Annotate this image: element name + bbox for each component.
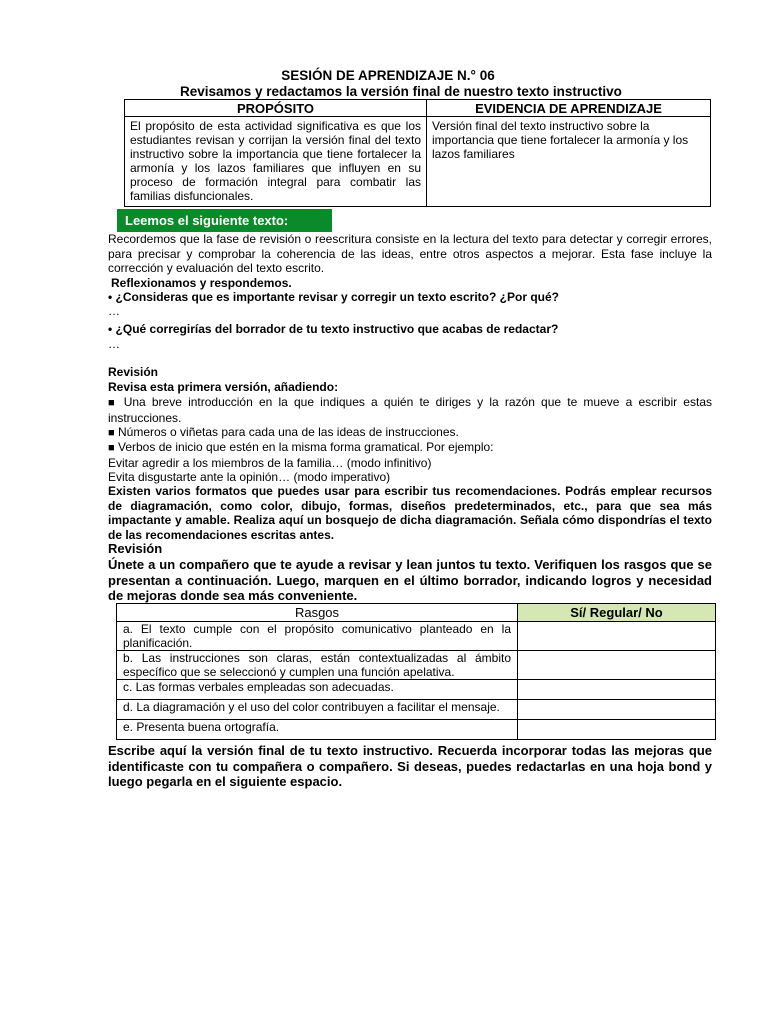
- question-2: • ¿Qué corregirías del borrador de tu texto instructivo que acabas de redactar?: [108, 322, 559, 336]
- rasgo-row-e: e. Presenta buena ortografía.: [117, 720, 518, 740]
- rating-cell[interactable]: [518, 700, 716, 720]
- evidence-text: Versión final del texto instructivo sobre la importancia que tiene fortalecer la armonía y los lazos familiares: [427, 117, 711, 207]
- bullet-text: Verbos de inicio que estén en la misma forma gramatical. Por ejemplo:: [118, 440, 494, 454]
- bullet-item: [108, 425, 712, 441]
- purpose-table: [124, 99, 711, 207]
- rasgo-row-b: b. Las instrucciones son claras, están contextualizadas al ámbito específico que se seleccionó y cumplen una función apelativa.: [117, 651, 518, 680]
- rasgos-header: Rasgos: [117, 604, 518, 622]
- revise-instruction: Revisa esta primera versión, añadiendo:: [108, 380, 339, 394]
- rasgo-row-c: c. Las formas verbales empleadas son adecuadas.: [117, 680, 518, 700]
- square-bullet-icon: ■: [108, 427, 115, 439]
- bullet-text: Una breve introducción en la que indiques a quién te diriges y la razón que te mueve a escribir estas instrucciones.: [108, 395, 712, 425]
- final-paragraph: Escribe aquí la versión final de tu texto instructivo. Recuerda incorporar todas las mejoras que identificaste con tu compañera o compañero. Si deseas, puedes redactarlas en una hoja bond y luego pegarla en el siguiente espacio.: [108, 743, 712, 789]
- rating-cell[interactable]: [518, 622, 716, 651]
- question-1: • ¿Consideras que es importante revisar y corregir un texto escrito? ¿Por qué?: [108, 290, 559, 304]
- revision-heading-2: Revisión: [108, 541, 163, 556]
- example-infinitive: Evitar agredir a los miembros de la familia… (modo infinitivo): [108, 456, 432, 470]
- section-banner: Leemos el siguiente texto:: [117, 209, 332, 232]
- rating-cell[interactable]: [518, 651, 716, 680]
- rating-cell[interactable]: [518, 680, 716, 700]
- session-subtitle: Revisamos y redactamos la versión final de nuestro texto instructivo: [180, 84, 622, 99]
- revision-heading: Revisión: [108, 365, 159, 379]
- formats-paragraph: Existen varios formatos que puedes usar para escribir tus recomendaciones. Podrás emplear recursos de diagramación, como color, dibujo, formas, diseños predeterminados, etc., para que sea más impactante y amable. Realiza aquí un bosquejo de dicha diagramación. Señala cómo dispondrías el texto de las recomendaciones escritas antes.: [108, 484, 712, 542]
- bullet-item: [108, 395, 712, 425]
- rating-cell[interactable]: [518, 720, 716, 740]
- bullet-text: Números o viñetas para cada una de las ideas de instrucciones.: [118, 425, 459, 439]
- purpose-text: El propósito de esta actividad significativa es que los estudiantes revisan y corrijan la versión final del texto instructivo sobre la importancia que tiene fortalecer la armonía y los lazos familiares que influyen en su proceso de formación integral para combatir las familias disfuncionales.: [125, 117, 427, 207]
- square-bullet-icon: ■: [108, 442, 115, 454]
- rasgo-row-a: a. El texto cumple con el propósito comunicativo planteado en la planificación.: [117, 622, 518, 651]
- bullet-item: [108, 440, 712, 456]
- answer-2: …: [108, 337, 120, 351]
- partner-paragraph: Únete a un compañero que te ayude a revisar y lean juntos tu texto. Verifiquen los rasgos que se presentan a continuación. Luego, marquen en el último borrador, indicando logros y necesidad de mejoras donde sea más conveniente.: [108, 557, 712, 603]
- answer-1: …: [108, 304, 120, 318]
- example-imperative: Evita disgustarte ante la opinión… (modo imperativo): [108, 470, 391, 484]
- rating-header: Sí/ Regular/ No: [518, 604, 716, 622]
- reflect-heading: Reflexionamos y respondemos.: [111, 276, 292, 290]
- session-title: SESIÓN DE APRENDIZAJE N.° 06: [281, 68, 495, 83]
- rasgos-table: [116, 603, 716, 740]
- purpose-header: PROPÓSITO: [125, 100, 427, 117]
- square-bullet-icon: ■: [108, 397, 118, 409]
- evidence-header: EVIDENCIA DE APRENDIZAJE: [427, 100, 711, 117]
- intro-paragraph: Recordemos que la fase de revisión o reescritura consiste en la lectura del texto para detectar y corregir errores, para precisar y comprobar la coherencia de las ideas, entre otros aspectos a mejorar. Esta fase incluye la corrección y evaluación del texto escrito.: [108, 232, 712, 275]
- rasgo-row-d: d. La diagramación y el uso del color contribuyen a facilitar el mensaje.: [117, 700, 518, 720]
